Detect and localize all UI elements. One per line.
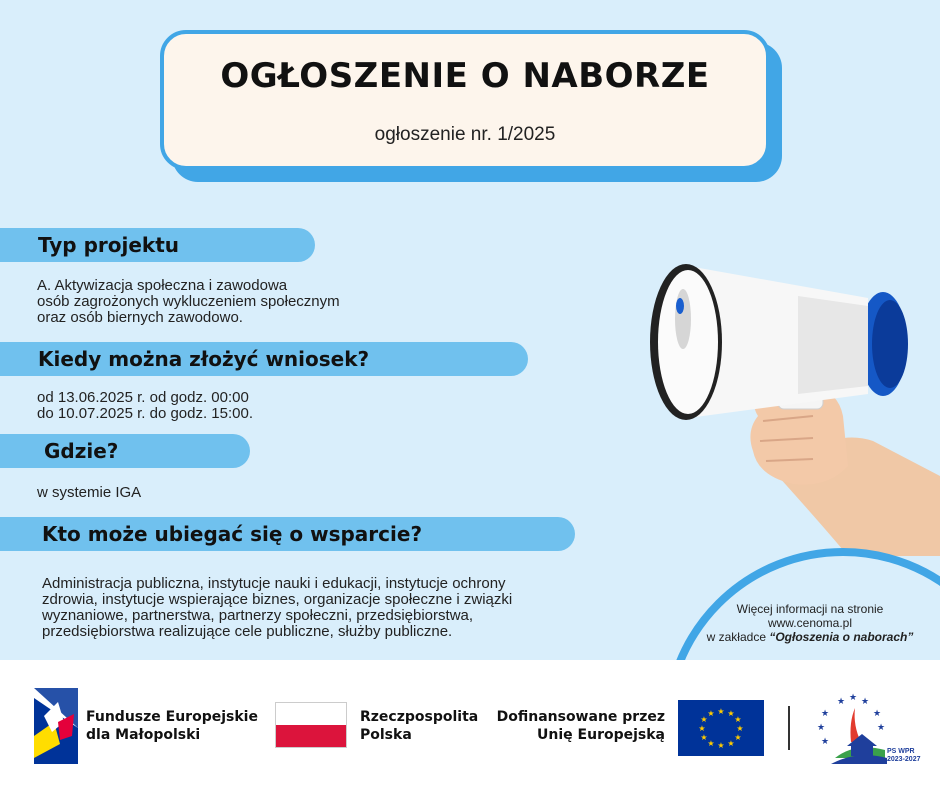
- svg-text:★: ★: [734, 733, 742, 742]
- section-body-when: [37, 390, 253, 422]
- text-line: przedsiębiorstwa realizujące cele publiczne, służby publiczne.: [42, 623, 453, 640]
- svg-text:★: ★: [717, 741, 725, 750]
- website-link[interactable]: www.cenoma.pl: [767, 616, 853, 630]
- text-line: zdrowia, instytucje wspierające biznes, organizacje społeczne i związki: [42, 591, 513, 608]
- megaphone-illustration: [628, 226, 940, 556]
- text-line: osób zagrożonych wykluczeniem społecznym: [37, 293, 340, 310]
- ps-wpr-logo: [795, 686, 935, 776]
- poland-flag-icon: [275, 702, 347, 748]
- eu-logo-text: Dofinansowane przez Unię Europejską: [496, 709, 665, 743]
- svg-text:★: ★: [872, 709, 882, 719]
- svg-text:★: ★: [707, 739, 715, 748]
- svg-text:★: ★: [698, 724, 706, 733]
- text-line: do 10.07.2025 r. do godz. 15:00.: [37, 405, 254, 422]
- section-body-where: [37, 485, 141, 501]
- info-line: Więcej informacji na stronie: [736, 602, 884, 616]
- section-heading-project-type: Typ projektu: [0, 228, 315, 262]
- more-info: [680, 602, 940, 644]
- text-line: wyznaniowe, partnerstwa, partnerzy społeczni, przedsiębiorstwa,: [42, 607, 474, 624]
- svg-text:★: ★: [816, 723, 826, 733]
- svg-text:★: ★: [734, 715, 742, 724]
- section-heading-who: Kto może ubiegać się o wsparcie?: [0, 517, 575, 551]
- section-body-project-type: [37, 278, 340, 326]
- text-line: od 13.06.2025 r. od godz. 00:00: [37, 389, 249, 406]
- svg-text:★: ★: [820, 709, 830, 719]
- page-title: OGŁOSZENIE O NABORZE: [220, 56, 710, 96]
- svg-text:★: ★: [727, 739, 735, 748]
- svg-text:★: ★: [820, 737, 830, 747]
- svg-text:★: ★: [860, 697, 870, 707]
- megaphone-icon: [628, 226, 940, 556]
- svg-text:★: ★: [700, 733, 708, 742]
- tab-reference: “Ogłoszenia o naborach”: [769, 630, 914, 644]
- svg-text:★: ★: [736, 724, 744, 733]
- rp-logo-text: Rzeczpospolita Polska: [360, 709, 479, 743]
- text-line: A. Aktywizacja społeczna i zawodowa: [37, 277, 288, 294]
- fundusze-europejskie-logo-icon: [34, 688, 78, 764]
- section-heading-where: Gdzie?: [0, 434, 250, 468]
- text-line: oraz osób biernych zawodowo.: [37, 309, 243, 326]
- info-line: w zakładce “Ogłoszenia o naborach”: [706, 630, 914, 644]
- svg-text:★: ★: [848, 693, 858, 703]
- text-line: Administracja publiczna, instytucje nauki i edukacji, instytucje ochrony: [42, 575, 506, 592]
- fe-logo-text: Fundusze Europejskie dla Małopolski: [86, 709, 258, 743]
- svg-text:★: ★: [700, 715, 708, 724]
- svg-text:★: ★: [717, 707, 725, 716]
- svg-text:★: ★: [727, 709, 735, 718]
- svg-text:★: ★: [876, 723, 886, 733]
- text-line: w systemie IGA: [37, 484, 142, 501]
- eu-flag-icon: [678, 700, 764, 756]
- section-heading-when: Kiedy można złożyć wniosek?: [0, 342, 528, 376]
- divider: [788, 706, 790, 750]
- footer-logos: [0, 660, 940, 788]
- section-body-who: [42, 576, 512, 640]
- ps-wpr-text: PS WPR 2023-2027: [887, 748, 921, 763]
- svg-text:★: ★: [836, 697, 846, 707]
- svg-text:★: ★: [707, 709, 715, 718]
- announcement-number: ogłoszenie nr. 1/2025: [374, 124, 556, 145]
- title-box: [160, 30, 770, 170]
